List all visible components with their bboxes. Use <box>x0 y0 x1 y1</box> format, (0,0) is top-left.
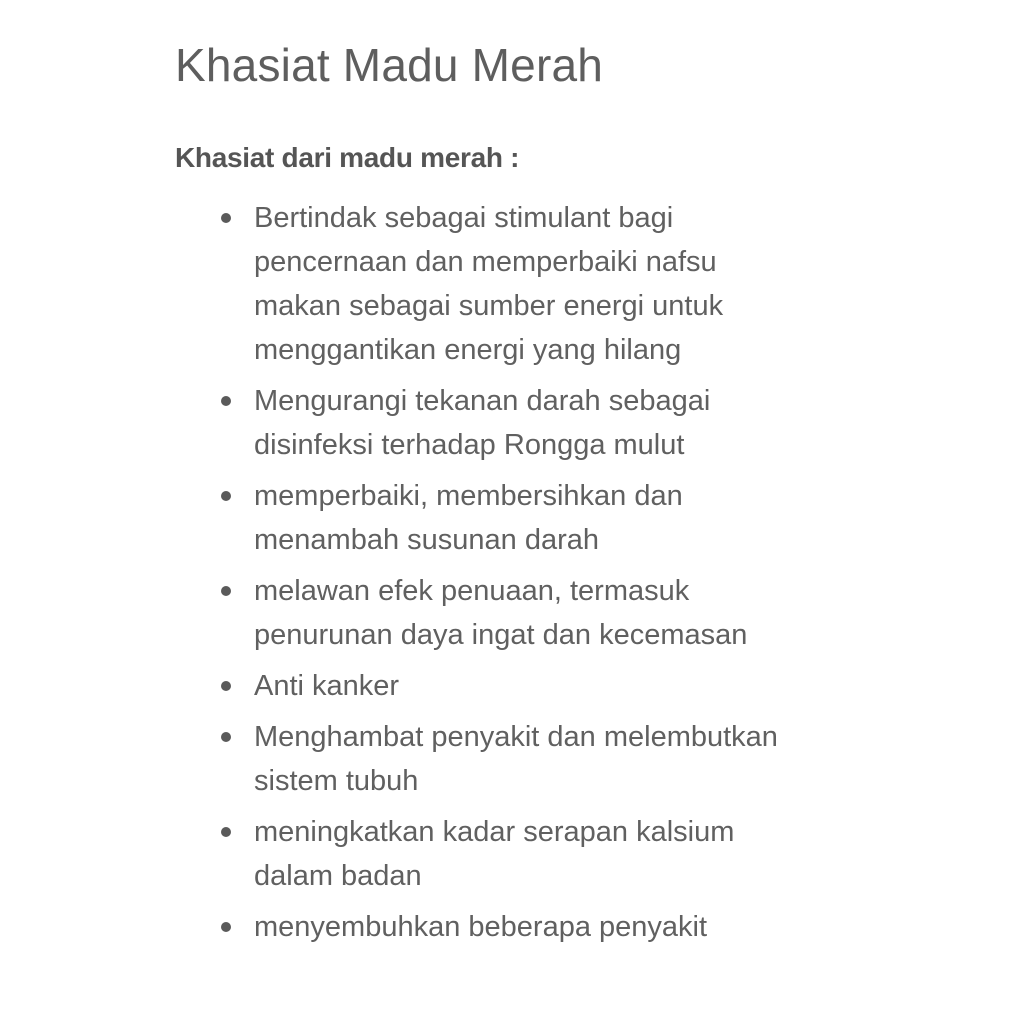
list-item <box>218 474 778 562</box>
list-item <box>218 810 778 898</box>
bullet-icon <box>221 396 231 406</box>
page-title: Khasiat Madu Merah <box>175 39 604 91</box>
list-item-text: Menghambat penyakit dan melembutkan sistem tubuh <box>254 721 778 797</box>
list-item-text: melawan efek penuaan, termasuk penurunan daya ingat dan kecemasan <box>254 575 748 651</box>
list-item-text: memperbaiki, membersihkan dan menambah susunan darah <box>254 480 683 556</box>
list-item-text: meningkatkan kadar serapan kalsium dalam badan <box>254 816 735 892</box>
list-item-text: Anti kanker <box>254 670 400 702</box>
bullet-icon <box>221 732 231 742</box>
list-item <box>218 905 778 949</box>
list-item <box>218 569 778 657</box>
bullet-icon <box>221 586 231 596</box>
list-item <box>218 379 778 467</box>
list-item-text: menyembuhkan beberapa penyakit <box>254 911 708 943</box>
list-item-text: Mengurangi tekanan darah sebagai disinfeksi terhadap Rongga mulut <box>254 385 711 461</box>
list-item <box>218 196 778 372</box>
list-item <box>218 715 778 803</box>
section-heading: Khasiat dari madu merah : <box>175 142 520 173</box>
bullet-icon <box>221 213 231 223</box>
bullet-icon <box>221 491 231 501</box>
list-item-text: Bertindak sebagai stimulant bagi pencernaan dan memperbaiki nafsu makan sebagai sumber energi untuk menggantikan energi yang hilang <box>254 202 724 366</box>
list-item <box>218 664 778 708</box>
bullet-icon <box>221 827 231 837</box>
benefits-list <box>218 196 778 956</box>
bullet-icon <box>221 681 231 691</box>
bullet-icon <box>221 922 231 932</box>
